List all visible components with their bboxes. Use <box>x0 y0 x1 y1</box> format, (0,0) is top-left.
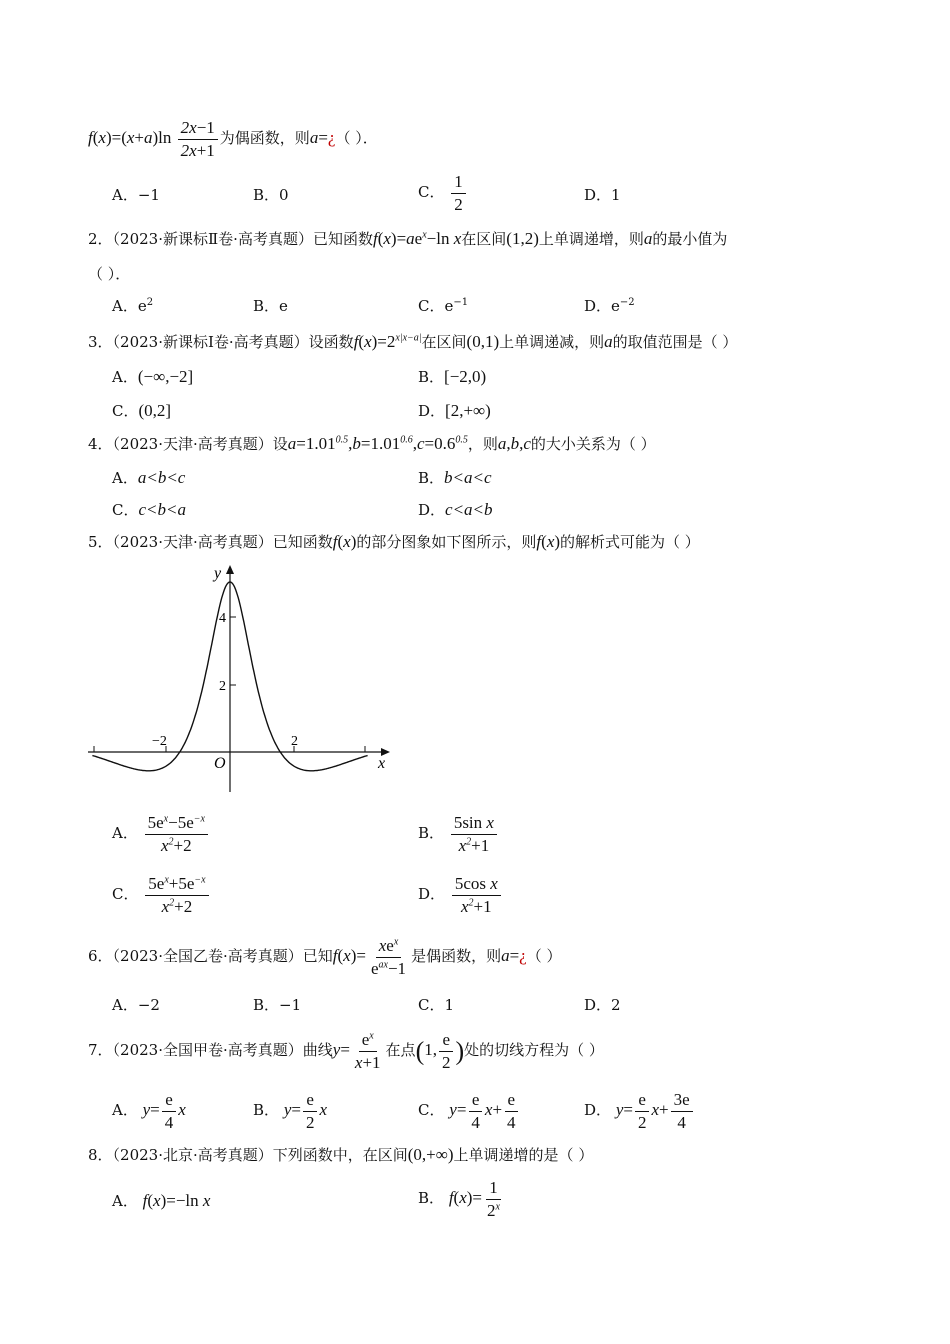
x-axis-label: x <box>378 755 386 772</box>
q1-stem: f(x)=(x+a)ln $\frac{2x-1}{2x+1}$ 为偶函数，则a=¿（ ）． <box>88 118 378 160</box>
q4-stem: 4．（2023·天津·高考真题）设$a=1.01^{0.5},b=1.01^{0.6},c=0.6^{0.5}$，则a,b,c的大小关系为（ ） <box>88 434 656 453</box>
q4-option-a[interactable]: A．a<b<c <box>112 468 186 487</box>
y-axis-arrow <box>226 565 234 574</box>
q7-stem: 7．（2023·全国甲卷·高考真题）曲线y= $\frac{e^x}{x+1}$ 在点(1, $\frac{e}{2}$ )处的切线方程为（ ） <box>88 1030 604 1072</box>
q5-graph <box>86 560 396 795</box>
q6-stem: 6．（2023·全国乙卷·高考真题）已知f(x)= $\frac{xe^x}{e^{ax}-1}$ 是偶函数，则a=¿（ ） <box>88 936 562 978</box>
q3-option-d[interactable]: D．[2,+∞) <box>418 401 491 420</box>
q1-option-d[interactable]: D．1 <box>584 186 621 204</box>
q2-option-d[interactable]: D．$e^{-2}$ <box>584 297 635 315</box>
q2-option-a[interactable]: A．$e^2$ <box>112 297 154 315</box>
q4-option-b[interactable]: B．b<a<c <box>418 468 492 487</box>
q2-option-c[interactable]: C．$e^{-1}$ <box>418 297 469 315</box>
x-tick-label-minus2: −2 <box>152 734 167 749</box>
q1-option-b[interactable]: B．0 <box>253 186 289 204</box>
q2-stem: 2．（2023·新课标Ⅱ卷·高考真题）已知函数$f(x)=ae^x-\ln$ x在区间(1,2)上单调递增，则a的最小值为 <box>88 229 728 248</box>
q7-option-c[interactable]: C． y= $\frac{e}{4}$ x+ $\frac{e}{4}$ <box>418 1090 521 1132</box>
q5-option-c[interactable]: C． $\frac{5e^x+5e^{-x}}{x^2+2}$ <box>112 874 211 916</box>
q8-stem: 8．（2023·北京·高考真题）下列函数中，在区间(0,+∞)上单调递增的是（ ） <box>88 1145 594 1164</box>
q6-option-a[interactable]: A．−2 <box>112 996 160 1014</box>
q5-option-b[interactable]: B． $\frac{\text{5sin x}}{x^2+1}$ <box>418 813 499 855</box>
q5-stem: 5．（2023·天津·高考真题）已知函数f(x)的部分图象如下图所示，则f(x)的解析式可能为（ ） <box>88 532 700 551</box>
y-tick-label-4: 4 <box>219 611 226 626</box>
q3-option-c[interactable]: C．(0,2] <box>112 401 172 420</box>
q3-stem: 3．（2023·新课标Ⅰ卷·高考真题）设函数$f(x)=2^{x|x-a|}$在区间(0,1)上单调递减，则a的取值范围是（ ） <box>88 332 738 351</box>
q6-option-d[interactable]: D．2 <box>584 996 621 1014</box>
q3-option-b[interactable]: B．[−2,0) <box>418 367 487 386</box>
origin-label: O <box>214 755 226 772</box>
y-axis-label: y <box>214 565 222 582</box>
q6-option-c[interactable]: C．1 <box>418 996 455 1014</box>
q4-option-d[interactable]: D．c<a<b <box>418 500 493 519</box>
q7-option-b[interactable]: B． y= $\frac{e}{2}$ x <box>253 1090 327 1132</box>
q1-option-a[interactable]: A．−1 <box>112 186 160 204</box>
q6-option-b[interactable]: B．−1 <box>253 996 302 1014</box>
q2-stem-line2: （ ）． <box>88 265 131 283</box>
q5-option-a[interactable]: A． $\frac{5e^x-5e^{-x}}{x^2+2}$ <box>112 813 210 855</box>
y-tick-label-2: 2 <box>219 679 226 694</box>
q7-option-d[interactable]: D． y= $\frac{e}{2}$ x+ $\frac{3e}{4}$ <box>584 1090 695 1132</box>
q3-option-a[interactable]: A．(−∞,−2] <box>112 367 194 386</box>
q7-option-a[interactable]: A． y= $\frac{e}{4}$ x <box>112 1090 186 1132</box>
q2-option-b[interactable]: B．e <box>253 297 288 315</box>
x-tick-label-2: 2 <box>291 734 298 749</box>
q5-option-d[interactable]: D． $\frac{\text{5cos x}}{x^2+1}$ <box>418 874 503 916</box>
q1-option-c[interactable]: C． $\frac{1}{2}$ <box>418 172 468 214</box>
q8-option-a[interactable]: A． f(x)=−ln x <box>112 1191 211 1210</box>
q4-option-c[interactable]: C．c<b<a <box>112 500 186 519</box>
q8-option-b[interactable]: B． f(x)= $\frac{1}{2^x}$ <box>418 1178 500 1220</box>
